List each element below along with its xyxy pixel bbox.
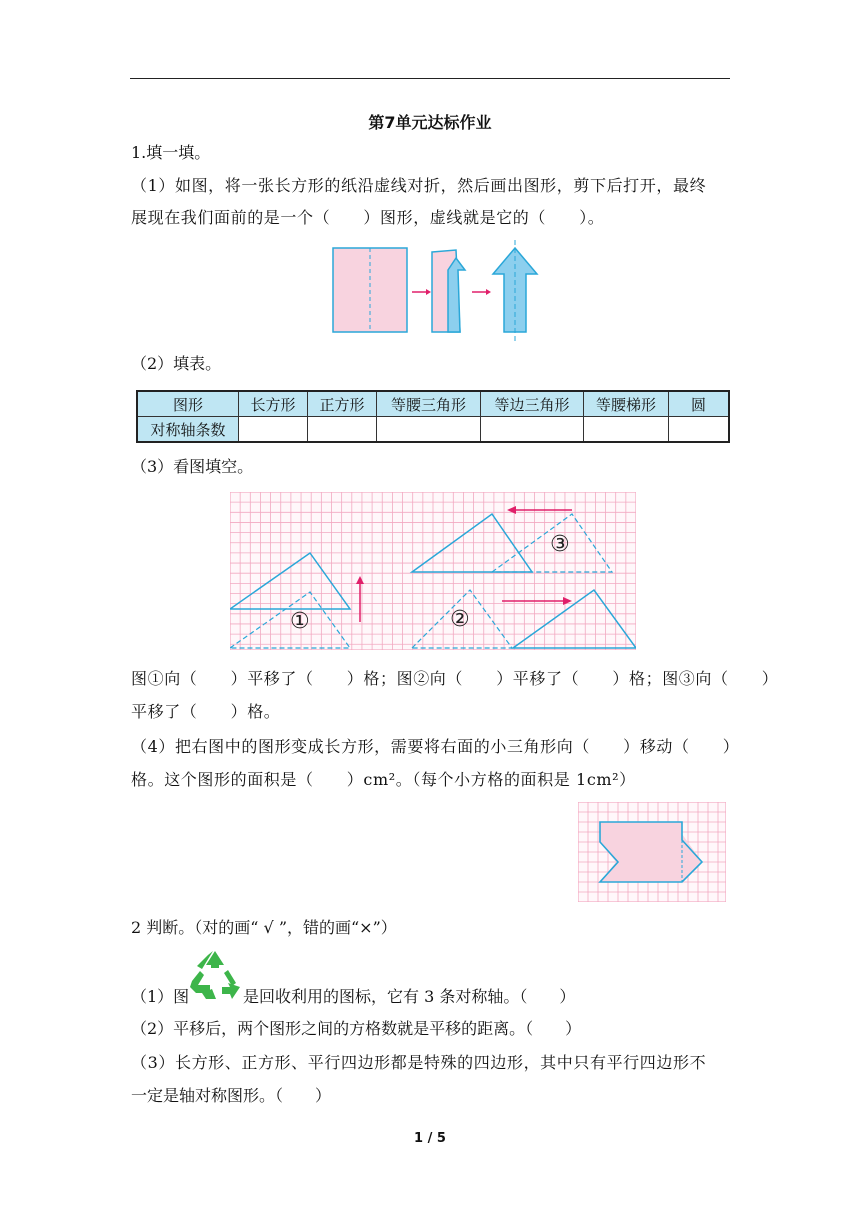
table-row-label: 对称轴条数 [137, 417, 239, 443]
recycle-icon [188, 949, 242, 1001]
q1-p4-line1: （4）把右图中的图形变成长方形，需要将右面的小三角形向（ ）移动（ ） [131, 737, 740, 756]
table-header: 图形 [137, 391, 239, 417]
q1-p3-line1: 图①向（ ）平移了（ ）格；图②向（ ）平移了（ ）格；图③向（ ） [131, 669, 779, 688]
q1-p1-line1: （1）如图，将一张长方形的纸沿虚线对折，然后画出图形，剪下后打开，最终 [131, 176, 707, 195]
table-answer-cell[interactable] [377, 417, 481, 443]
translation-grid-figure [230, 492, 636, 650]
folding-paper-figure [330, 238, 540, 346]
header-rule [130, 78, 730, 79]
q1-p3: （3）看图填空。 [131, 457, 254, 476]
q1-p4-line2: 格。这个图形的面积是（ ）cm²。（每个小方格的面积是 1cm²） [131, 770, 636, 789]
label-1: ① [290, 609, 310, 634]
q1-p2: （2）填表。 [131, 354, 222, 373]
label-2: ② [450, 607, 470, 632]
q2-s3-line2: 一定是轴对称图形。（ ） [131, 1086, 332, 1105]
area-grid-figure [578, 802, 726, 902]
page-title: 第7单元达标作业 [368, 113, 492, 132]
q2-heading: 2 判断。（对的画“ √ ”，错的画“×”） [131, 918, 397, 937]
table-header: 正方形 [308, 391, 377, 417]
label-3: ③ [550, 532, 570, 557]
q2-s2: （2）平移后，两个图形之间的方格数就是平移的距离。（ ） [131, 1019, 582, 1038]
table-answer-cell[interactable] [308, 417, 377, 443]
q1-heading: 1.填一填。 [131, 143, 211, 162]
q2-s1-pre: （1）图 [131, 987, 190, 1006]
page-number: 1 / 5 [414, 1131, 446, 1146]
q1-p3-line2: 平移了（ ）格。 [131, 702, 281, 721]
symmetry-table [136, 390, 730, 443]
table-header: 长方形 [239, 391, 308, 417]
table-answer-cell[interactable] [584, 417, 669, 443]
q2-s1-post: 是回收利用的图标，它有 3 条对称轴。（ ） [243, 987, 576, 1006]
half-arrow-shape [448, 258, 465, 332]
q2-s3-line1: （3）长方形、正方形、平行四边形都是特殊的四边形，其中只有平行四边形不 [131, 1053, 707, 1072]
table-answer-cell[interactable] [481, 417, 584, 443]
table-header: 等边三角形 [481, 391, 584, 417]
table-answer-cell[interactable] [239, 417, 308, 443]
table-header: 等腰三角形 [377, 391, 481, 417]
table-header: 等腰梯形 [584, 391, 669, 417]
table-answer-cell[interactable] [669, 417, 730, 443]
q1-p1-line2: 展现在我们面前的是一个（ ）图形，虚线就是它的（ ）。 [131, 208, 605, 227]
table-header: 圆 [669, 391, 730, 417]
